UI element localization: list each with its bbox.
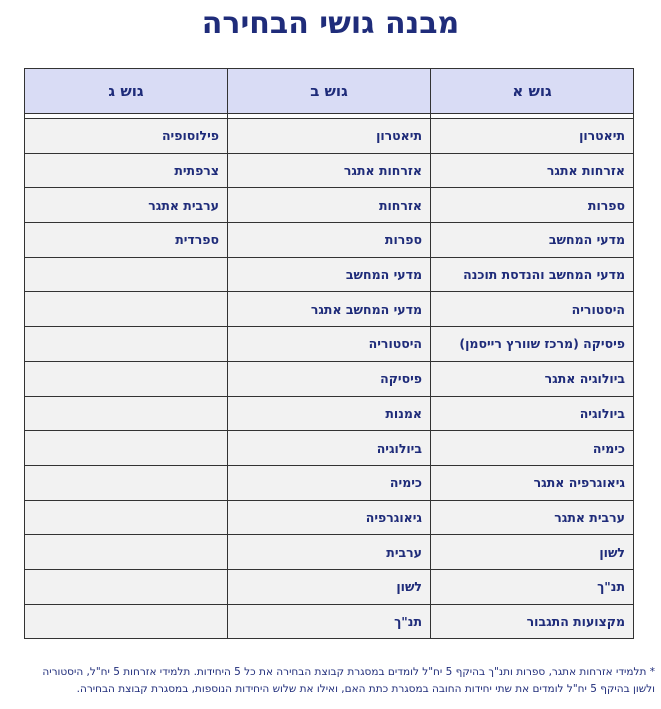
table-row <box>25 500 634 535</box>
cell-block-b: תיאטרון <box>228 119 431 154</box>
cell-block-b: מדעי המחשב <box>228 257 431 292</box>
cell-block-b: ספרות <box>228 223 431 258</box>
cell-block-a: תיאטרון <box>431 119 634 154</box>
cell-block-b: ערבית <box>228 535 431 570</box>
table-row <box>25 223 634 258</box>
table-row <box>25 292 634 327</box>
cell-block-b: אזרחות <box>228 188 431 223</box>
cell-block-c <box>25 535 228 570</box>
cell-block-a: פיסיקה (מרכז שוורץ רייסמן) <box>431 327 634 362</box>
table-row <box>25 257 634 292</box>
cell-block-a: ביולוגיה <box>431 396 634 431</box>
cell-block-a: לשון <box>431 535 634 570</box>
table-row <box>25 465 634 500</box>
footnote <box>10 664 655 698</box>
cell-block-c <box>25 431 228 466</box>
cell-block-a: מדעי המחשב <box>431 223 634 258</box>
cell-block-c <box>25 569 228 604</box>
table-row <box>25 604 634 639</box>
cell-block-c: ספרדית <box>25 223 228 258</box>
cell-block-b: אזרחות אתגר <box>228 153 431 188</box>
cell-block-c <box>25 361 228 396</box>
table-row <box>25 396 634 431</box>
cell-block-c <box>25 292 228 327</box>
page-title: מבנה גושי הבחירה <box>201 6 460 41</box>
table-row <box>25 535 634 570</box>
cell-block-c: פילוסופיה <box>25 119 228 154</box>
cell-block-a: אזרחות אתגר <box>431 153 634 188</box>
footnote-line-1: * תלמידי אזרחות אתגר, ספרות ותנ"ך בהיקף 5 יח"ל לומדים במסגרת קבוצת הבחירה את כל 5 היחידות. תלמידי אזרחות 5 יח"ל, היסטוריה <box>42 666 655 678</box>
cell-block-b: היסטוריה <box>228 327 431 362</box>
table-row <box>25 153 634 188</box>
cell-block-b: אמנות <box>228 396 431 431</box>
cell-block-b: כימיה <box>228 465 431 500</box>
table-row <box>25 119 634 154</box>
header-block-c: גוש ג <box>25 69 228 114</box>
footnote-line-2: ולשון בהיקף 5 יח"ל לומדים את שתי יחידות החובה במסגרת כתת האם, ואילו את שלוש היחידות הנוספות, במסגרת קבוצת הבחירה. <box>76 683 655 695</box>
table-row <box>25 327 634 362</box>
cell-block-c <box>25 327 228 362</box>
table-row <box>25 361 634 396</box>
cell-block-a: ספרות <box>431 188 634 223</box>
cell-block-c <box>25 465 228 500</box>
cell-block-c: צרפתית <box>25 153 228 188</box>
cell-block-b: ביולוגיה <box>228 431 431 466</box>
table-row <box>25 569 634 604</box>
table-row <box>25 431 634 466</box>
cell-block-a: ביולוגיה אתגר <box>431 361 634 396</box>
table-row <box>25 188 634 223</box>
cell-block-b: תנ"ך <box>228 604 431 639</box>
cell-block-b: לשון <box>228 569 431 604</box>
cell-block-a: ערבית אתגר <box>431 500 634 535</box>
cell-block-b: מדעי המחשב אתגר <box>228 292 431 327</box>
table-header-row <box>25 69 634 114</box>
cell-block-c <box>25 396 228 431</box>
cell-block-c <box>25 500 228 535</box>
cell-block-b: פיסיקה <box>228 361 431 396</box>
cell-block-a: כימיה <box>431 431 634 466</box>
cell-block-a: תנ"ך <box>431 569 634 604</box>
header-block-b: גוש ב <box>228 69 431 114</box>
cell-block-c: ערבית אתגר <box>25 188 228 223</box>
elective-blocks-table <box>24 68 634 639</box>
cell-block-a: גיאוגרפיה אתגר <box>431 465 634 500</box>
cell-block-a: היסטוריה <box>431 292 634 327</box>
cell-block-c <box>25 604 228 639</box>
cell-block-a: מדעי המחשב והנדסת תוכנה <box>431 257 634 292</box>
cell-block-c <box>25 257 228 292</box>
cell-block-a: מקצועות התגבור <box>431 604 634 639</box>
cell-block-b: גיאוגרפיה <box>228 500 431 535</box>
header-block-a: גוש א <box>431 69 634 114</box>
